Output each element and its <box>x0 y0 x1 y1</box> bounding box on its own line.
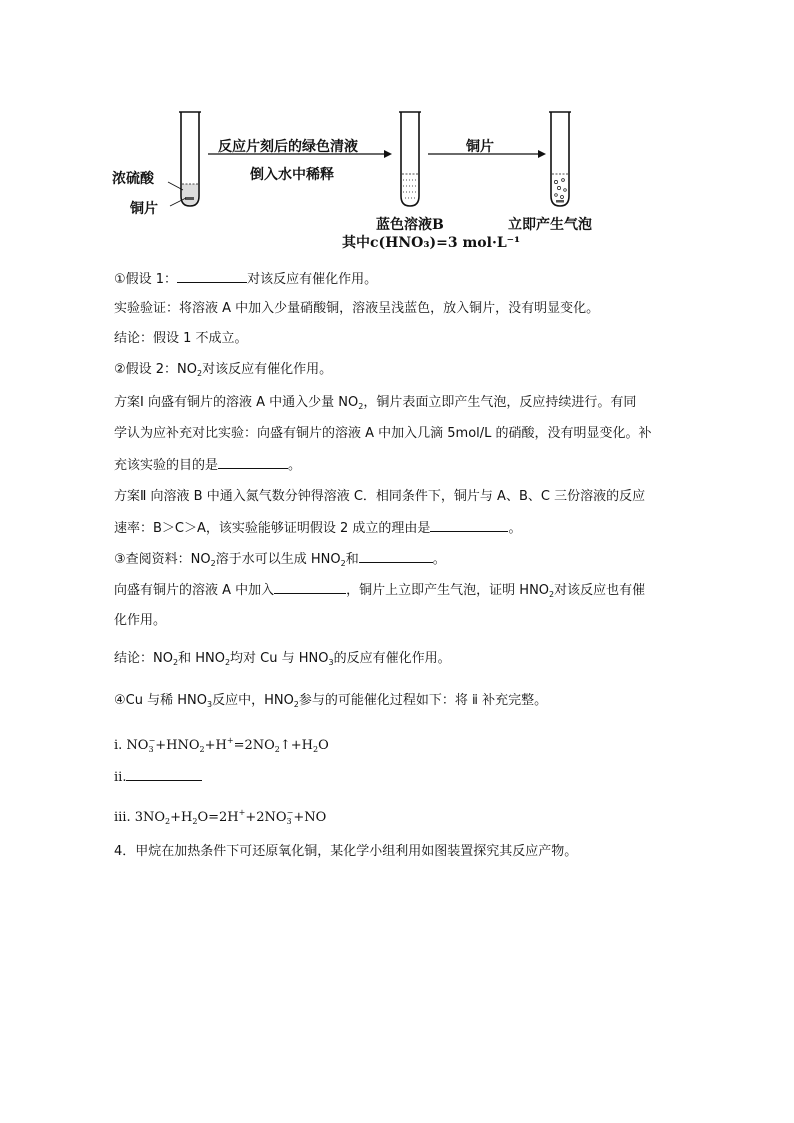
text: 参与的可能催化过程如下：将 ⅱ 补充完整。 <box>298 693 548 708</box>
text: 结论：NO <box>114 651 173 666</box>
text: 充该实验的目的是 <box>114 458 219 473</box>
test-tube-2 <box>399 112 421 206</box>
scheme-2-line-2 <box>114 519 521 538</box>
text: ⅲ. 3NO <box>114 810 166 825</box>
text: ④Cu 与稀 HNO <box>114 693 207 708</box>
answer-blank[interactable] <box>359 550 433 563</box>
subscript: 3 <box>206 700 213 709</box>
text: ②假设 2：NO <box>114 362 198 377</box>
text: 和 <box>345 552 359 567</box>
arrow1-top-label: 反应片刻后的绿色清液 <box>218 139 358 155</box>
text: 。 <box>432 552 446 567</box>
text: O <box>318 738 329 753</box>
subscript: 3 <box>148 745 154 754</box>
subscript: 2 <box>293 700 299 709</box>
answer-blank[interactable] <box>430 519 508 532</box>
tube2-label: 蓝色溶液B <box>376 217 444 233</box>
add-reagent-line <box>114 581 645 604</box>
text: +H <box>204 738 227 753</box>
arrow2-top-label: 铜片 <box>466 139 494 155</box>
text: 的反应有催化作用。 <box>333 651 451 666</box>
superscript: − <box>286 808 294 817</box>
text: 对该反应有催化作用。 <box>202 362 333 377</box>
text: ，铜片表面立即产生气泡，反应持续进行。有同 <box>363 395 637 410</box>
subscript: 3 <box>328 658 334 667</box>
arrow1-bottom-label: 倒入水中稀释 <box>250 167 334 183</box>
answer-blank[interactable] <box>177 270 247 283</box>
subscript: 2 <box>358 402 364 411</box>
test-tube-1 <box>168 112 201 206</box>
text: +NO <box>293 810 327 825</box>
subscript: 2 <box>312 745 319 754</box>
text: +HNO <box>155 738 200 753</box>
text: 和 HNO <box>178 651 225 666</box>
superscript: + <box>226 736 234 745</box>
add-reagent-line-2: 化作用。 <box>114 613 167 628</box>
text: ⅱ. <box>114 770 127 785</box>
subscript: 2 <box>340 559 346 568</box>
subscript: 2 <box>549 590 555 599</box>
equation-iii <box>114 804 326 831</box>
equation-ii <box>114 768 202 787</box>
hypothesis-2-line <box>114 361 332 383</box>
scheme-1-line-2: 学认为应补充对比实验：向盛有铜片的溶液 A 中加入几滴 5mol/L 的硝酸，没有明显变化。补 <box>114 426 652 441</box>
tube2-concentration-note: 其中c(HNO₃)=3 mol·L⁻¹ <box>342 235 521 251</box>
text: 均对 Cu 与 HNO <box>230 651 329 666</box>
subscript: 2 <box>274 745 280 754</box>
catalysis-intro-line <box>114 692 547 714</box>
label-conc-sulfuric-acid: 浓硫酸 <box>112 171 154 187</box>
text: 向盛有铜片的溶液 A 中加入 <box>114 583 275 598</box>
text: 速率：B＞C＞A，该实验能够证明假设 2 成立的理由是 <box>114 521 431 536</box>
text: ①假设 1： <box>114 272 178 287</box>
text: 对该反应也有催 <box>554 583 646 598</box>
text: ↑+H <box>279 738 313 753</box>
subscript: 2 <box>165 817 171 826</box>
text: 。 <box>508 521 522 536</box>
text: 方案Ⅰ 向盛有铜片的溶液 A 中通入少量 NO <box>114 395 359 410</box>
subscript: 2 <box>199 745 205 754</box>
text: =2NO <box>233 738 275 753</box>
scheme-1-line <box>114 394 636 416</box>
text: 溶于水可以生成 HNO <box>215 552 341 567</box>
superscript: − <box>148 736 156 745</box>
hypothesis-1-line <box>114 270 377 289</box>
verification-line: 实验验证：将溶液 A 中加入少量硝酸铜，溶液呈浅蓝色，放入铜片，没有明显变化。 <box>114 301 600 316</box>
text: ③查阅资料：NO <box>114 552 211 567</box>
subscript: 2 <box>210 559 216 568</box>
subscript: 3 <box>286 817 292 826</box>
superscript: + <box>238 808 246 817</box>
test-tube-3 <box>549 112 571 206</box>
text: ，铜片上立即产生气泡，证明 HNO <box>346 583 550 598</box>
answer-blank[interactable] <box>274 581 346 594</box>
text: +H <box>170 810 193 825</box>
reference-line <box>114 550 446 573</box>
label-copper-sheet: 铜片 <box>130 201 158 217</box>
equation-i <box>114 732 329 759</box>
experiment-figure <box>110 104 630 252</box>
text: 。 <box>288 458 302 473</box>
subscript: 2 <box>224 658 231 667</box>
conclusion-1-line: 结论：假设 1 不成立。 <box>114 331 248 346</box>
tube3-label: 立即产生气泡 <box>508 217 592 233</box>
scheme-2-line: 方案Ⅱ 向溶液 B 中通入氮气数分钟得溶液 C．相同条件下，铜片与 A、B、C 三份溶液的反应 <box>114 489 646 504</box>
text: 反应中，HNO <box>212 693 294 708</box>
text: O=2H <box>197 810 239 825</box>
subscript: 2 <box>197 369 203 378</box>
text: +2NO <box>245 810 287 825</box>
conclusion-2-line <box>114 650 451 672</box>
scheme-1-line-3 <box>114 456 301 475</box>
question-4-line: 4．甲烷在加热条件下可还原氧化铜，某化学小组利用如图装置探究其反应产物。 <box>114 844 578 859</box>
answer-blank[interactable] <box>126 768 202 781</box>
answer-blank[interactable] <box>218 456 288 469</box>
text: ⅰ. NO <box>114 738 149 753</box>
subscript: 2 <box>192 817 198 826</box>
text: 对该反应有催化作用。 <box>247 272 378 287</box>
subscript: 2 <box>172 658 179 667</box>
